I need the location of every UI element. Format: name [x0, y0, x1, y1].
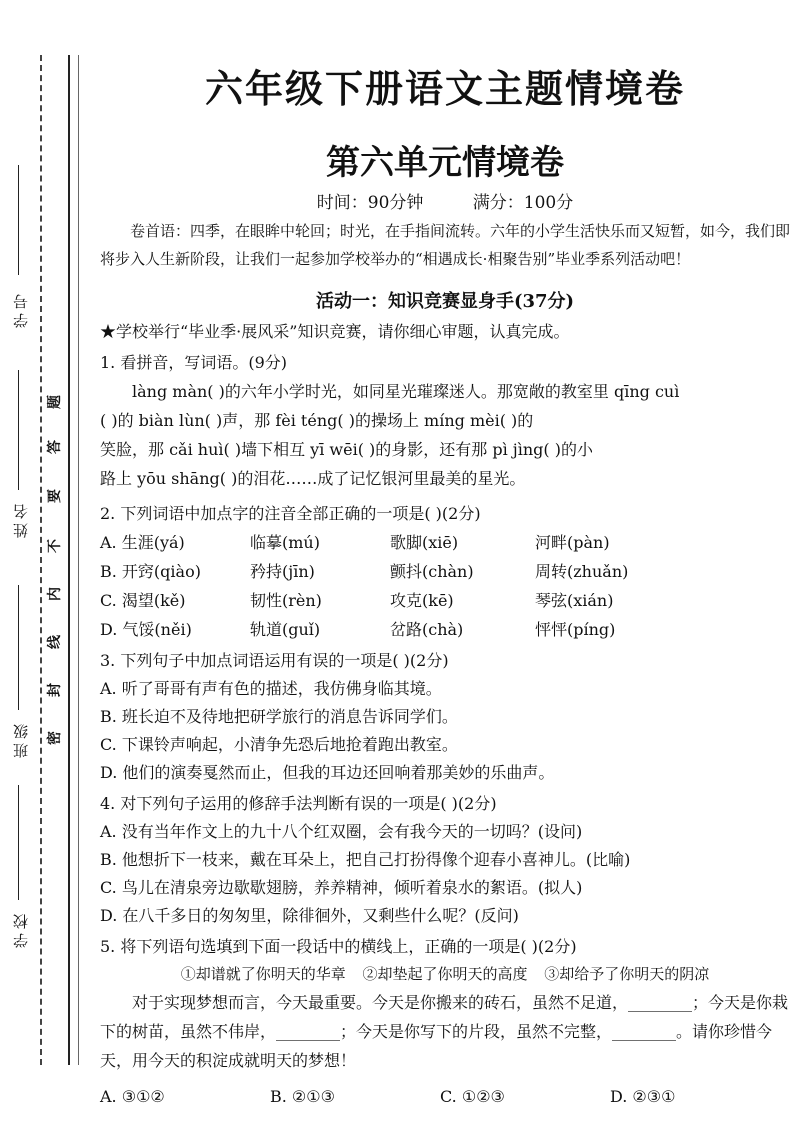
option-a[interactable]: A. 没有当年作文上的九十八个红双圈，会有我今天的一切吗？(设问) [100, 822, 583, 841]
q5-answers [100, 1087, 790, 1106]
question-3 [100, 648, 790, 783]
field-name-line [10, 330, 34, 490]
exam-content [100, 40, 790, 1106]
choice-item: ②却垫起了你明天的高度 [362, 965, 528, 983]
field-school[interactable] [10, 910, 34, 948]
field-class-line [10, 545, 34, 710]
option-item: 岔路(chà) [390, 620, 464, 639]
page-title: 六年级下册语文主题情境卷 [204, 67, 685, 111]
q1-line[interactable]: 笑脸，那 cǎi huì( )墙下相互 yī wēi( )的身影，还有那 pì jìng( )的小 [100, 440, 593, 459]
option-b[interactable]: B. 他想折下一枝来，戴在耳朵上，把自己打扮得像个迎春小喜神儿。(比喻) [100, 850, 631, 869]
margin-inner-border [78, 55, 79, 1065]
seal-word: 线 [47, 635, 63, 649]
seal-word: 内 [47, 587, 63, 601]
option-c[interactable]: C. 鸟儿在清泉旁边歇歇翅膀，养养精神，倾听着泉水的絮语。(拟人) [100, 878, 583, 897]
time-limit: 时间：90分钟 [316, 193, 424, 213]
question-head: 4. 对下列句子运用的修辞手法判断有误的一项是( )(2分) [100, 794, 497, 813]
q1-line[interactable]: 路上 yōu shāng( )的泪花……成了记忆银河里最美的星光。 [100, 469, 526, 488]
question-head: 2. 下列词语中加点字的注音全部正确的一项是( )(2分) [100, 504, 481, 523]
question-5 [100, 934, 790, 1106]
activity1-title: 活动一：知识竞赛显身手(37分) [315, 291, 575, 312]
page-subtitle: 第六单元情境卷 [326, 143, 564, 183]
cut-line [40, 55, 42, 1065]
exam-meta [100, 188, 790, 213]
option-item: 周转(zhuǎn) [535, 562, 629, 581]
q5-paragraph: 对于实现梦想而言，今天最重要。今天是你搬来的砖石，虽然不足道，________；今天是你栽下的树苗，虽然不伟岸，________；今天是你写下的片段，虽然不完整，________。请你珍惜今天，用今天的积淀成就明天的梦想！ [100, 993, 789, 1070]
seal-word: 答 [47, 440, 63, 454]
activity1-intro: ★学校举行“毕业季·展风采”知识竞赛，请你细心审题，认真完成。 [100, 322, 570, 341]
seal-word: 不 [47, 539, 63, 553]
field-label: 学校 [12, 910, 30, 948]
field-name[interactable] [10, 500, 34, 538]
option-item[interactable]: A. 生涯(yá) [100, 533, 185, 552]
q1-line[interactable]: ( )的 biàn lùn( )声，那 fèi téng( )的操场上 míng mèi( )的 [100, 411, 534, 430]
choice-item: ③却给予了你明天的阴凉 [544, 965, 710, 983]
question-1 [100, 350, 790, 493]
option-item: 攻克(kē) [390, 591, 454, 610]
seal-word: 封 [47, 683, 63, 697]
option-d[interactable]: D. 在八千多日的匆匆里，除徘徊外，又剩些什么呢？(反问) [100, 906, 519, 925]
choice-item: ①却谱就了你明天的华章 [180, 965, 346, 983]
option-c[interactable]: C. ①②③ [440, 1087, 505, 1106]
option-item: 轨道(guǐ) [250, 620, 321, 639]
question-head: 5. 将下列语句选填到下面一段话中的横线上，正确的一项是( )(2分) [100, 937, 577, 956]
option-item: 矜持(jīn) [250, 562, 315, 581]
option-b[interactable]: B. ②①③ [270, 1087, 335, 1106]
field-label: 班级 [12, 720, 30, 758]
question-2 [100, 501, 790, 640]
option-item: 河畔(pàn) [535, 533, 610, 552]
margin-border [68, 55, 70, 1065]
q5-choices [100, 963, 790, 984]
option-c[interactable]: C. 下课铃声响起，小清争先恐后地抢着跑出教室。 [100, 735, 458, 754]
seal-word: 要 [47, 489, 63, 503]
option-item[interactable]: D. 气馁(něi) [100, 620, 192, 639]
field-label: 学号 [12, 290, 30, 328]
option-d[interactable]: D. ②③① [610, 1087, 676, 1106]
field-student-id[interactable] [10, 290, 34, 328]
option-item[interactable]: B. 开窍(qiào) [100, 562, 201, 581]
seal-word: 密 [47, 731, 63, 745]
question-4 [100, 791, 790, 926]
field-school-line [10, 775, 34, 900]
option-item: 琴弦(xián) [535, 591, 614, 610]
seal-word: 题 [47, 395, 63, 409]
field-student-id-line [10, 65, 34, 275]
option-item: 颤抖(chàn) [390, 562, 474, 581]
option-item: 韧性(rèn) [250, 591, 322, 610]
option-a[interactable]: A. 听了哥哥有声有色的描述，我仿佛身临其境。 [100, 679, 442, 698]
question-head: 1. 看拼音，写词语。(9分) [100, 353, 288, 372]
q2-options [100, 530, 790, 640]
binding-margin [0, 0, 95, 1130]
option-item: 临摹(mú) [250, 533, 320, 552]
option-item[interactable]: C. 渴望(kě) [100, 591, 186, 610]
option-item: 歌脚(xiē) [390, 533, 459, 552]
q1-line[interactable]: làng màn( )的六年小学时光，如同星光璀璨迷人。那宽敞的教室里 qīng cuì [132, 382, 680, 401]
option-d[interactable]: D. 他们的演奏戛然而止，但我的耳边还回响着那美妙的乐曲声。 [100, 763, 555, 782]
preface: 卷首语：四季，在眼眸中轮回；时光，在手指间流转。六年的小学生活快乐而又短暂，如今，我们即将步入人生新阶段，让我们一起参加学校举办的“相遇成长·相聚告别”毕业季系列活动吧！ [100, 222, 791, 268]
option-item: 怦怦(píng) [535, 620, 616, 639]
question-head: 3. 下列句子中加点词语运用有误的一项是( )(2分) [100, 651, 449, 670]
field-class[interactable] [10, 720, 34, 758]
field-label: 姓名 [12, 500, 30, 538]
option-b[interactable]: B. 班长迫不及待地把研学旅行的消息告诉同学们。 [100, 707, 458, 726]
full-score: 满分：100分 [472, 193, 574, 213]
option-a[interactable]: A. ③①② [100, 1087, 165, 1106]
